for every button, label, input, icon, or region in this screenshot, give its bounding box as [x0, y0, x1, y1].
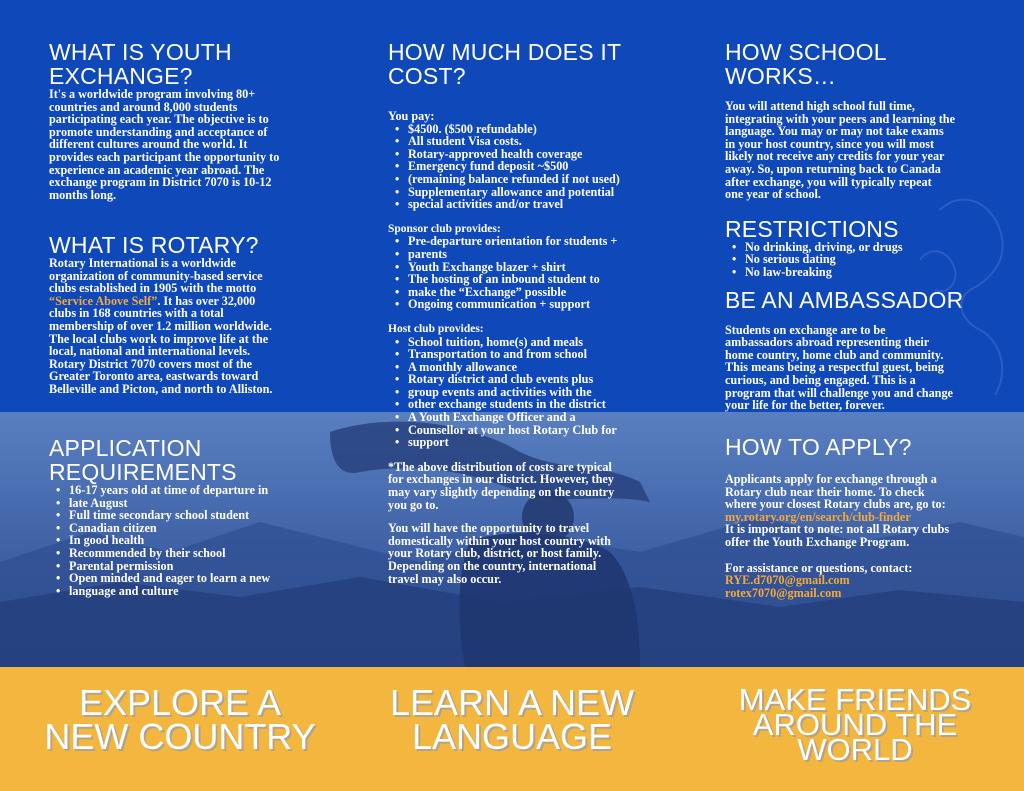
list-item: • Parental permission — [69, 560, 339, 573]
list-item: • Recommended by their school — [69, 547, 339, 560]
youth-exchange-heading: WHAT IS YOUTH EXCHANGE? — [49, 39, 232, 89]
list-item: • group events and activities with the — [408, 386, 648, 399]
travel-text: You will have the opportunity to travel domestically within your host country with your Rotary club, district, or host family. Depending on the country, international travel may also occur. — [388, 521, 611, 586]
rotary-motto: “Service Above Self” — [49, 293, 158, 308]
restrictions-heading: RESTRICTIONS — [725, 215, 899, 242]
list-item: • other exchange students in the district — [408, 398, 648, 411]
youth-exchange-text: It's a worldwide program involving 80+ countries and around 8,000 students participating each year. The objective is to promote understanding and acceptance of different cultures around the world. It provides each participant the opportunity to experience an academic year abroad. The exchange program in District 7070 is 10-12 months long. — [49, 87, 280, 202]
column-2 — [388, 40, 648, 585]
host-list — [388, 336, 648, 449]
list-item: • Rotary district and club events plus — [408, 373, 648, 386]
list-item: • Counsellor at your host Rotary Club for — [408, 424, 648, 437]
requirements-list — [49, 484, 339, 597]
list-item: • Full time secondary school student — [69, 509, 339, 522]
list-item: • Emergency fund deposit ~$500 — [408, 160, 648, 173]
banner-explore: EXPLORE A NEW COUNTRY — [44, 682, 316, 757]
list-item: • make the “Exchange” possible — [408, 286, 648, 299]
list-item: • School tuition, home(s) and meals — [408, 336, 648, 349]
school-heading: HOW SCHOOL WORKS… — [725, 39, 887, 89]
rotary-heading: WHAT IS ROTARY? — [49, 232, 259, 258]
list-item: • Ongoing communication + support — [408, 298, 648, 311]
sponsor-label: Sponsor club provides: — [388, 222, 501, 235]
cost-note: *The above distribution of costs are typical for exchanges in our district. However, they may vary slightly depending on the country you go to. — [388, 459, 615, 512]
list-item: • No drinking, driving, or drugs — [745, 241, 995, 254]
list-item: • A Youth Exchange Officer and a — [408, 411, 648, 424]
rotary-section — [49, 233, 339, 396]
list-item: • No law-breaking — [745, 266, 995, 279]
column-1 — [49, 40, 339, 201]
list-item: • late August — [69, 497, 339, 510]
host-label: Host club provides: — [388, 322, 484, 335]
school-text: You will attend high school full time, integrating with your peers and learning the language. You may or may not take exams in your host country, since you will most likely not receive any credits for your year away. So, upon returning back to Canada after exchange, you will typically repeat one year of school. — [725, 99, 955, 202]
list-item: • Rotary-approved health coverage — [408, 148, 648, 161]
application-section — [49, 436, 339, 597]
contact-block: For assistance or questions, contact: RYE.d7070@gmail.com rotex7070@gmail.com — [725, 562, 1005, 600]
list-item: • parents — [408, 248, 648, 261]
list-item: • In good health — [69, 534, 339, 547]
email-link[interactable]: rotex7070@gmail.com — [725, 585, 842, 600]
map-outline-decoration — [900, 150, 1024, 410]
apply-heading: HOW TO APPLY? — [725, 434, 912, 460]
list-item: • $4500. ($500 refundable) — [408, 123, 648, 136]
apply-section — [725, 435, 1005, 599]
email-link[interactable]: RYE.d7070@gmail.com — [725, 573, 850, 588]
list-item: • 16-17 years old at time of departure in — [69, 484, 339, 497]
club-finder-link[interactable]: my.rotary.org/en/search/club-finder — [725, 509, 911, 524]
ambassador-text: Students on exchange are to be ambassadors abroad representing their home country, home club and community. This means being a respectful guest, being curious, and being engaged. This is a program that will challenge you and change your life for the better, forever. — [725, 322, 953, 413]
banner-friends: MAKE FRIENDS AROUND THE WORLD — [738, 682, 972, 767]
cost-heading: HOW MUCH DOES IT COST? — [388, 39, 622, 89]
list-item: • All student Visa costs. — [408, 135, 648, 148]
list-item: • Supplementary allowance and potential — [408, 186, 648, 199]
list-item: • language and culture — [69, 585, 339, 598]
list-item: • Transportation to and from school — [408, 348, 648, 361]
list-item: • No serious dating — [745, 253, 995, 266]
list-item: • (remaining balance refunded if not used) — [408, 173, 648, 186]
banner-language: LEARN A NEW LANGUAGE — [389, 682, 635, 757]
rotary-text: Rotary International is a worldwide organization of community-based service clubs established in 1905 with the motto “Service Above Self”. It has over 32,000 clubs in 168 countries with a total membership of over 1.2 million worldwide. The local clubs work to improve life at the local, national and international levels. Rotary District 7070 covers most of the Greater Toronto area, eastwards toward Belleville and Picton, and north to Alliston. — [49, 256, 273, 396]
apply-text: Applicants apply for exchange through a Rotary club near their home. To check where your closest Rotary clubs are, go to: my.rotary.org/en/search/club-finder It is important to note: not all Rotary clubs offer the Youth Exchange Program. — [725, 473, 1005, 549]
list-item: • special activities and/or travel — [408, 198, 648, 211]
application-heading: APPLICATION REQUIREMENTS — [49, 435, 237, 485]
list-item: • The hosting of an inbound student to — [408, 273, 648, 286]
list-item: • Youth Exchange blazer + shirt — [408, 261, 648, 274]
list-item: • Pre-departure orientation for students + — [408, 235, 648, 248]
list-item: • Canadian citizen — [69, 522, 339, 535]
ambassador-heading: BE AN AMBASSADOR — [725, 286, 964, 313]
pay-list — [388, 123, 648, 211]
you-pay-label: You pay: — [388, 109, 435, 123]
sponsor-list — [388, 235, 648, 311]
list-item: • Open minded and eager to learn a new — [69, 572, 339, 585]
list-item: • A monthly allowance — [408, 361, 648, 374]
list-item: • support — [408, 436, 648, 449]
